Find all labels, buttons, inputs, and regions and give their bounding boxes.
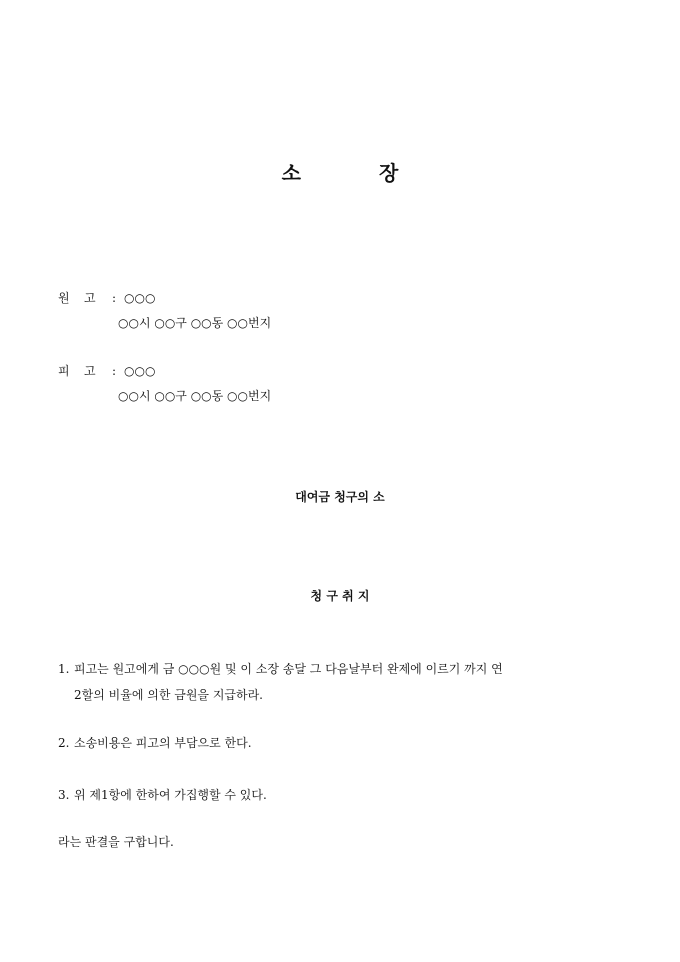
defendant-role-2: 고	[84, 364, 96, 378]
defendant-address: ○○시 ○○구 ○○동 ○○번지	[118, 389, 272, 403]
claim-item	[58, 656, 628, 708]
defendant-colon: :	[112, 364, 117, 378]
document-title	[0, 157, 680, 186]
title-char-1: 소	[281, 161, 301, 185]
claim-text: 피고는 원고에게 금 ○○○원 및 이 소장 송달 그 다음날부터 완제에 이르기 까지 연	[74, 662, 503, 676]
claim-item	[58, 782, 628, 808]
plaintiff-role-2: 고	[84, 291, 96, 305]
claim-number: 2.	[58, 736, 70, 750]
case-name: 대여금 청구의 소	[295, 490, 385, 504]
plaintiff-block	[58, 286, 271, 336]
claim-number: 3.	[58, 788, 70, 802]
claim-text-continued: 2할의 비율에 의한 금원을 지급하라.	[74, 688, 263, 702]
plaintiff-name: ○○○	[124, 291, 156, 305]
defendant-role-1: 피	[58, 364, 70, 378]
plaintiff-colon: :	[112, 291, 117, 305]
claim-number: 1.	[58, 662, 70, 676]
closing-text: 라는 판결을 구합니다.	[58, 835, 174, 849]
defendant-name: ○○○	[124, 364, 156, 378]
plaintiff-address: ○○시 ○○구 ○○동 ○○번지	[118, 316, 272, 330]
plaintiff-role-1: 원	[58, 291, 70, 305]
claim-text: 소송비용은 피고의 부담으로 한다.	[74, 736, 252, 750]
claim-text: 위 제1항에 한하여 가집행할 수 있다.	[74, 788, 267, 802]
claim-heading: 청 구 취 지	[310, 589, 370, 603]
defendant-block	[58, 359, 271, 409]
title-char-2: 장	[379, 161, 399, 185]
claim-item	[58, 730, 628, 756]
